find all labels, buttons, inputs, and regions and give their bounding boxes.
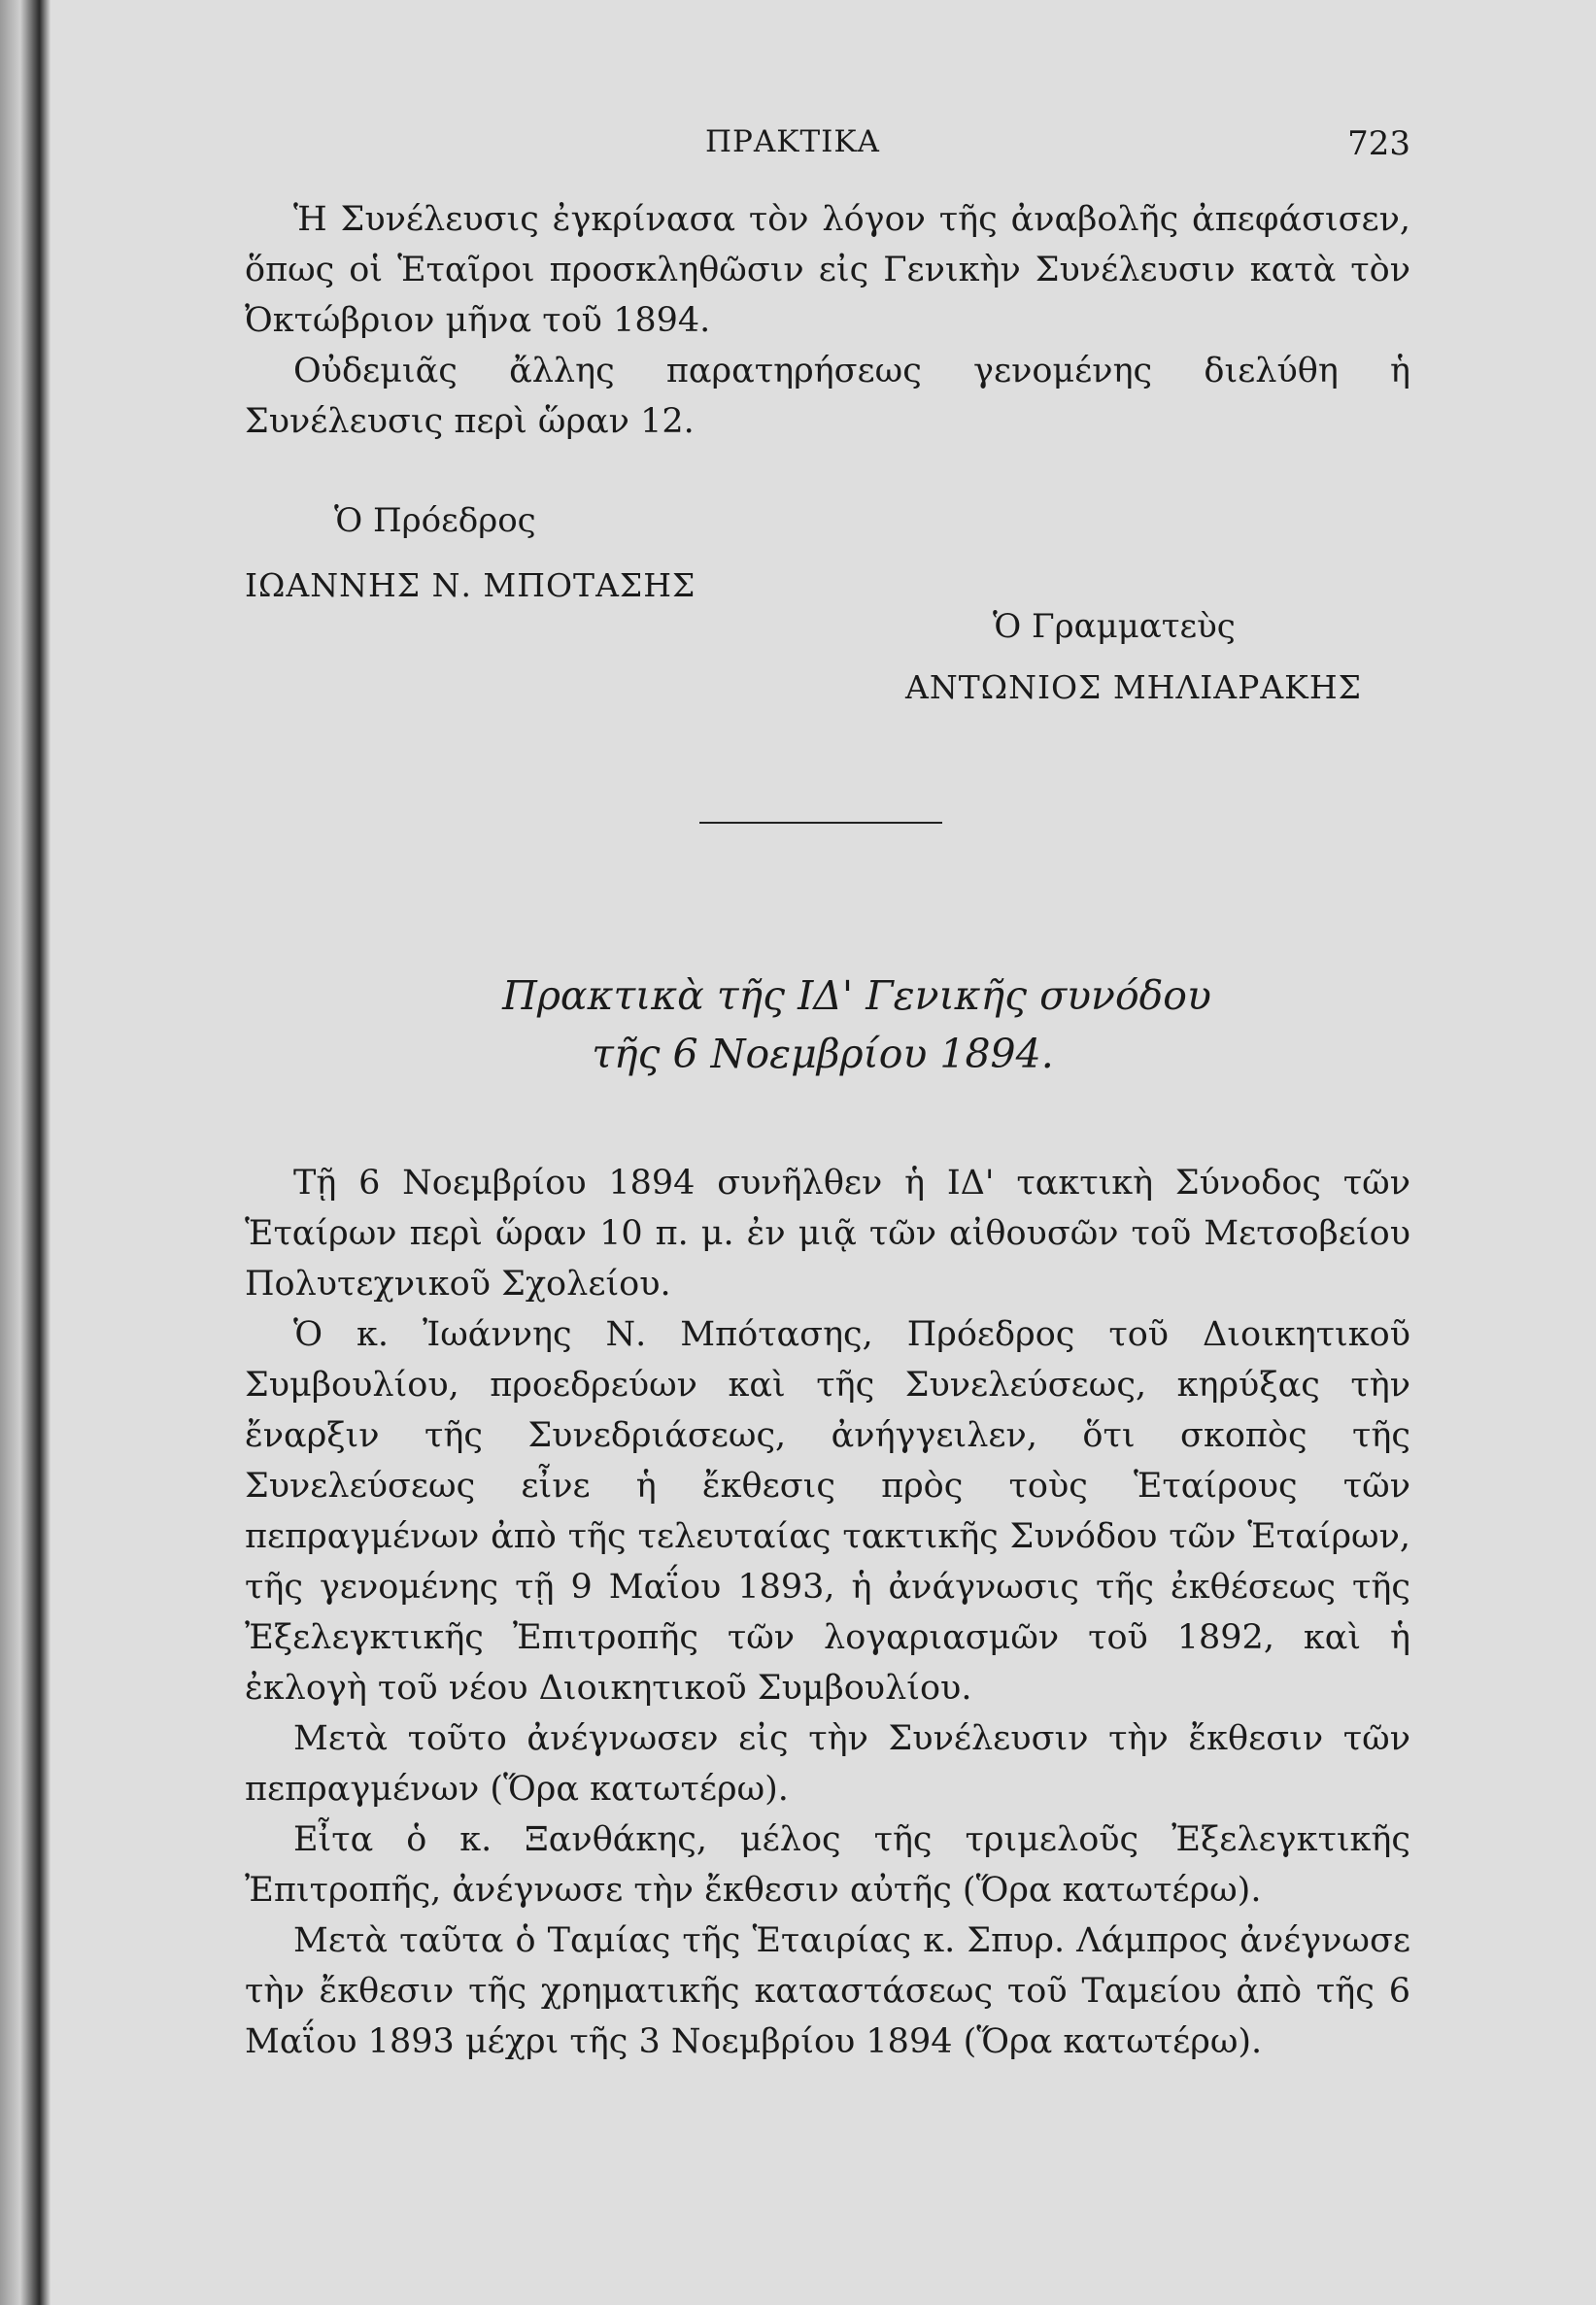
paragraph-president-announcement: Ὁ κ. Ἰωάννης Ν. Μπότασης, Πρόεδρος τοῦ Διοικητικοῦ Συμβουλίου, προεδρεύων καὶ τῆς Συνελεύσεως, κηρύξας τὴν ἔναρξιν τῆς Συνεδριάσεως, ἀνήγγειλεν, ὅτι σκοπὸς τῆς Συνελεύσεως εἶνε ἡ ἔκθεσις πρὸς τοὺς Ἑταίρους τῶν πεπραγμένων ἀπὸ τῆς τελευταίας τακτικῆς Συνόδου τῶν Ἑταίρων, τῆς γενομένης τῇ 9 Μαΐου 1893, ἡ ἀνάγνωσις τῆς ἐκθέσεως τῆς Ἐξελεγκτικῆς Ἐπιτροπῆς τῶν λογαριασμῶν τοῦ 1892, καὶ ἡ ἐκλογὴ τοῦ νέου Διοικητικοῦ Συμβουλίου.: [245, 1315, 1410, 1708]
president-name: ΙΩΑΝΝΗΣ Ν. ΜΠΟΤΑΣΗΣ: [245, 566, 696, 604]
paragraph-meeting-opening: Τῇ 6 Νοεμβρίου 1894 συνῆλθεν ἡ ΙΔ' τακτικὴ Σύνοδος τῶν Ἑταίρων περὶ ὥραν 10 π. μ. ἐν μιᾷ τῶν αἰθουσῶν τοῦ Μετσοβείου Πολυτεχνικοῦ Σχολείου.: [245, 1164, 1410, 1304]
paragraph-adjournment: Ἡ Συνέλευσις ἐγκρίνασα τὸν λόγον τῆς ἀναβολῆς ἀπεφάσισεν, ὅπως οἱ Ἑταῖροι προσκληθῶσιν εἰς Γενικὴν Συνέλευσιν κατὰ τὸν Ὀκτώβριον μῆνα τοῦ 1894.: [245, 200, 1410, 340]
section-divider: [699, 822, 942, 824]
section-title-line-2: τῆς 6 Νοεμβρίου 1894.: [592, 1031, 1054, 1077]
book-spine-edge: [0, 0, 51, 2305]
section-title-line-1: Πρακτικὰ τῆς ΙΔ' Γενικῆς συνόδου: [502, 972, 1211, 1019]
page-header: [245, 124, 1410, 163]
running-head: ΠΡΑΚΤΙΚΑ: [705, 124, 880, 159]
paragraph-audit-report: Εἶτα ὁ κ. Ξανθάκης, μέλος τῆς τριμελοῦς Ἐξελεγκτικῆς Ἐπιτροπῆς, ἀνέγνωσε τὴν ἔκθεσιν αὐτῆς (Ὅρα κατωτέρω).: [245, 1820, 1410, 1910]
secretary-title: Ὁ Γραμματεὺς: [993, 607, 1236, 646]
president-title: Ὁ Πρόεδρος: [334, 501, 536, 540]
paragraph-report-read: Μετὰ τοῦτο ἀνέγνωσεν εἰς τὴν Συνέλευσιν τὴν ἔκθεσιν τῶν πεπραγμένων (Ὅρα κατωτέρω).: [245, 1719, 1410, 1809]
top-text-block: [245, 194, 1410, 447]
secretary-name: ΑΝΤΩΝΙΟΣ ΜΗΛΙΑΡΑΚΗΣ: [905, 668, 1362, 706]
page-number: 723: [1347, 124, 1410, 163]
paragraph-treasurer-report: Μετὰ ταῦτα ὁ Ταμίας τῆς Ἑταιρίας κ. Σπυρ. Λάμπρος ἀνέγνωσε τὴν ἔκθεσιν τῆς χρηματικῆς καταστάσεως τοῦ Ταμείου ἀπὸ τῆς 6 Μαΐου 1893 μέχρι τῆς 3 Νοεμβρίου 1894 (Ὅρα κατωτέρω).: [245, 1921, 1410, 2061]
paragraph-dissolution: Οὐδεμιᾶς ἄλλης παρατηρήσεως γενομένης διελύθη ἡ Συνέλευσις περὶ ὥραν 12.: [245, 352, 1410, 441]
book-page: [51, 0, 1596, 2305]
minutes-text-block: [245, 1158, 1410, 2067]
section-title: [245, 966, 1410, 1083]
